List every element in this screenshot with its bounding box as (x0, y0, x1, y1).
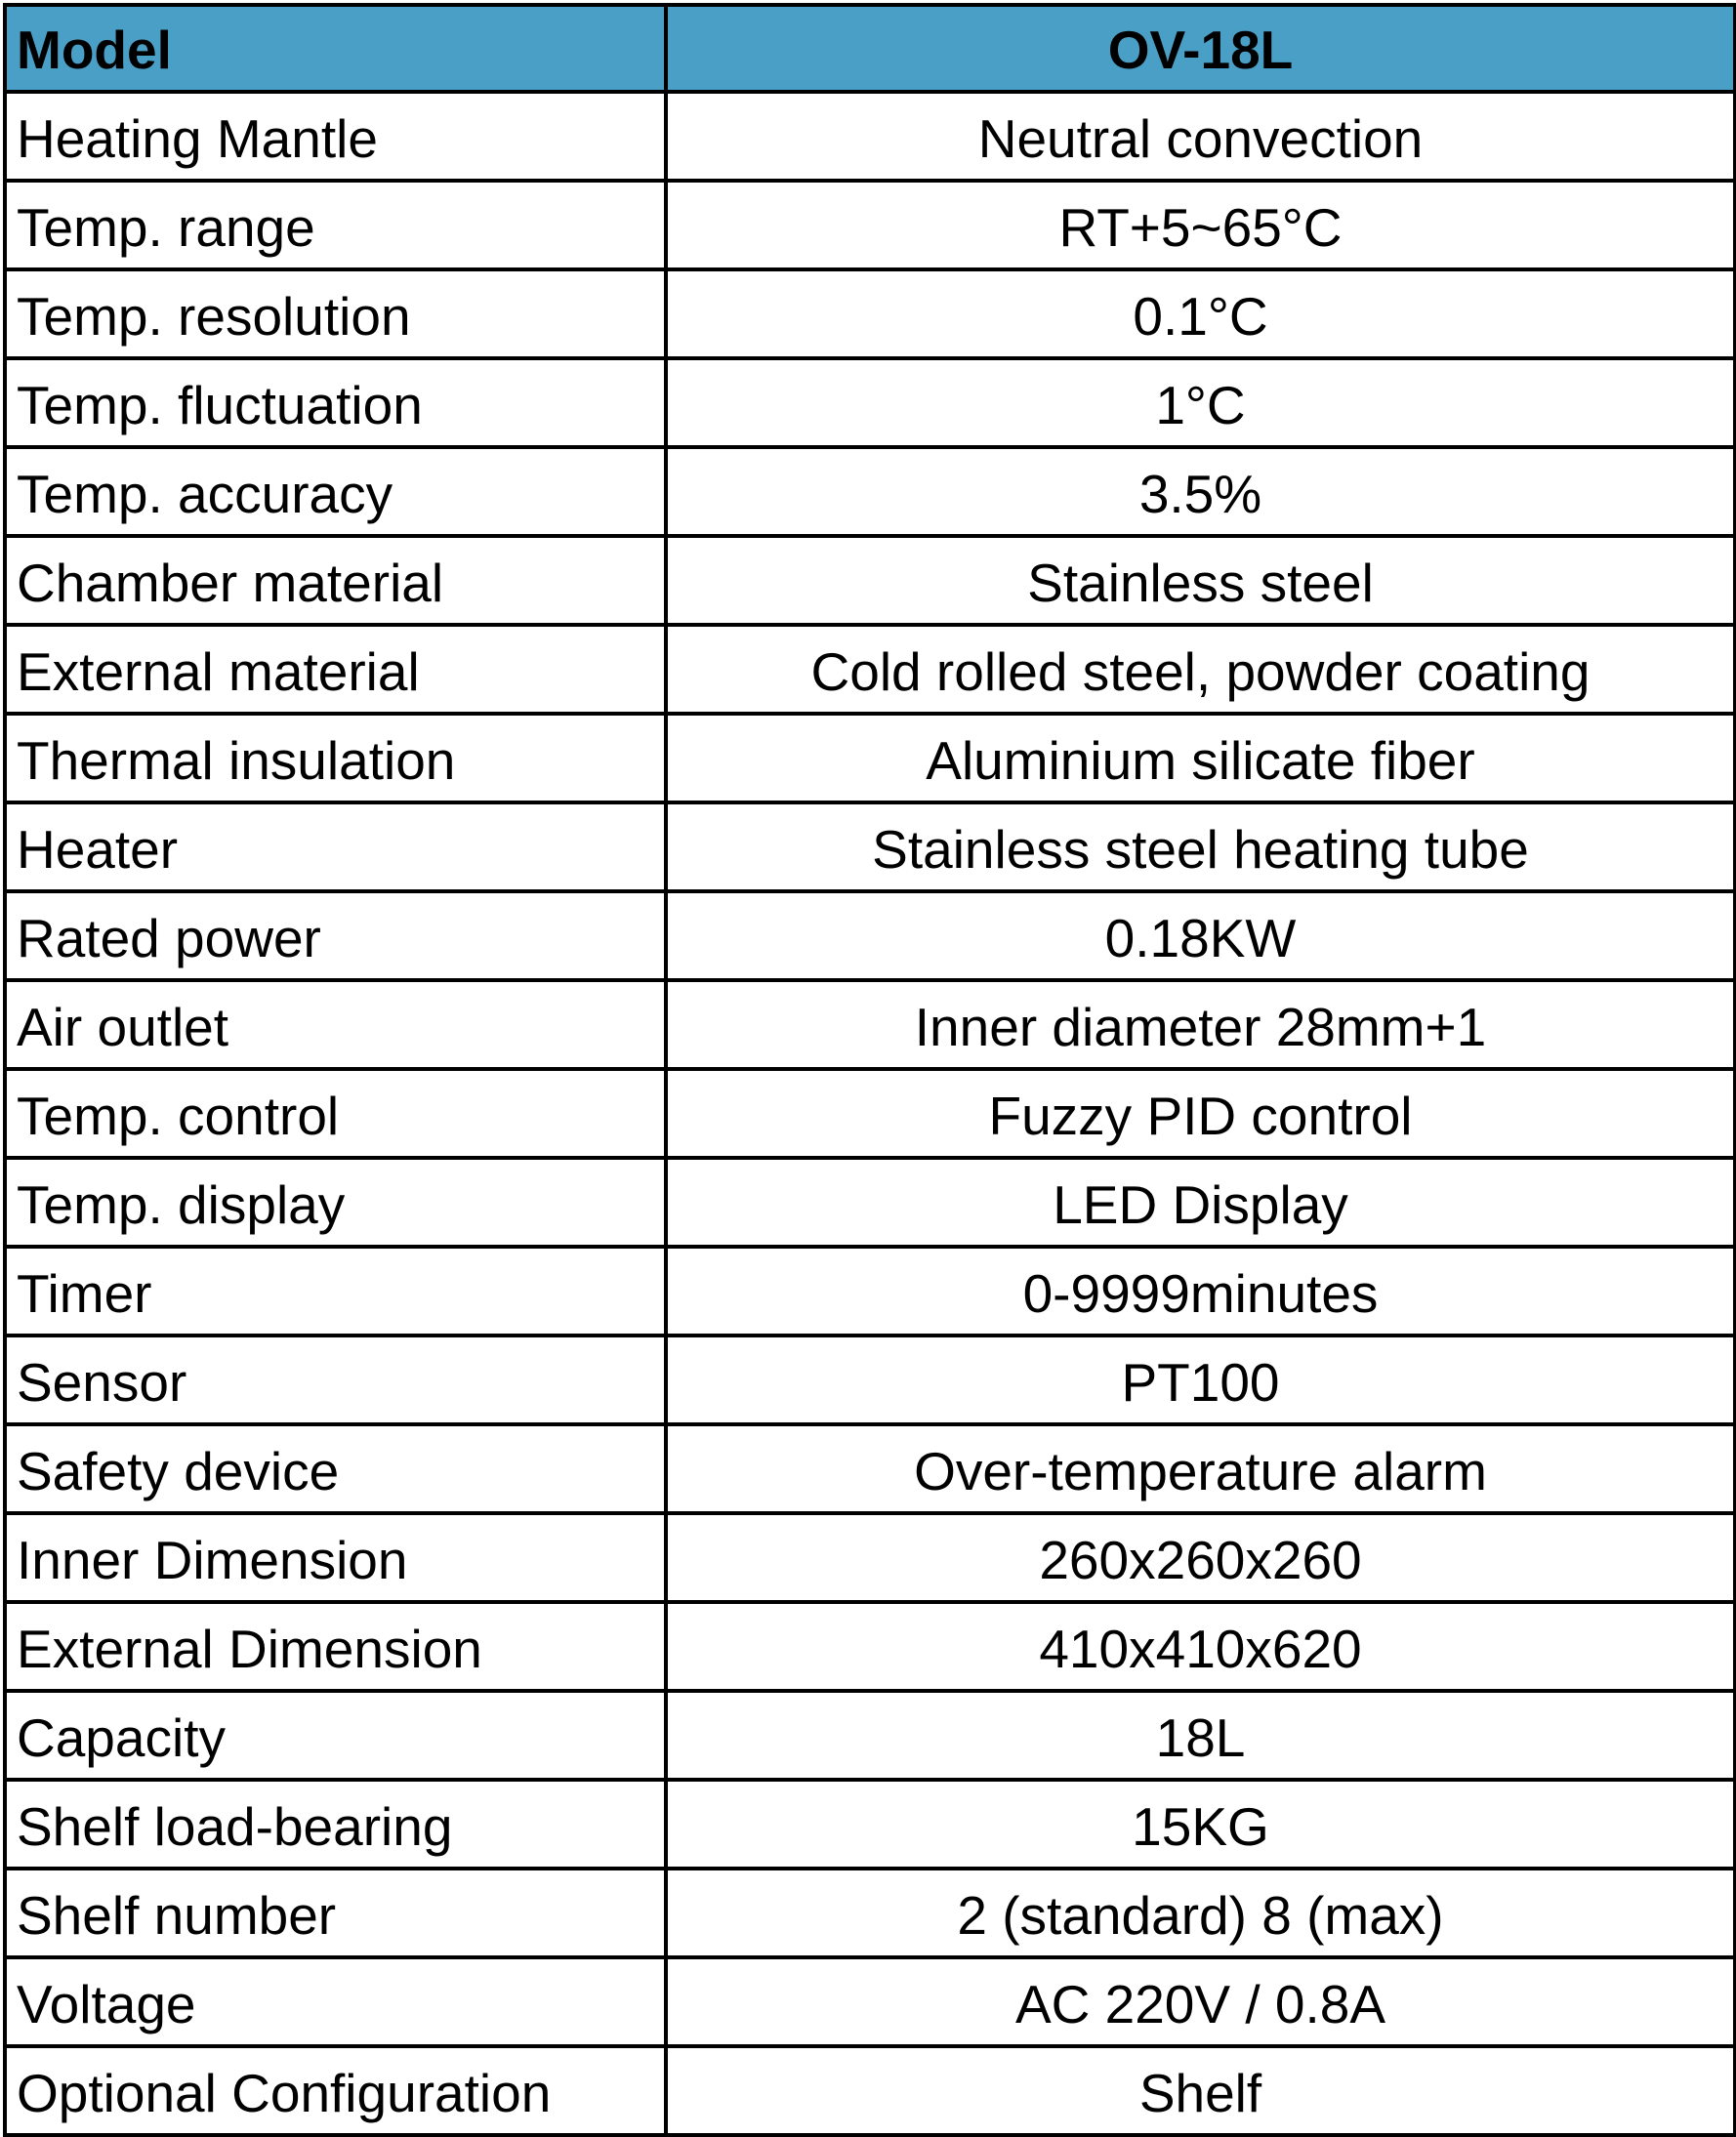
table-row (5, 714, 1735, 802)
spec-label: Shelf load-bearing (5, 1780, 666, 1869)
spec-value: LED Display (666, 1158, 1735, 1247)
table-row (5, 1069, 1735, 1158)
spec-label: Temp. fluctuation (5, 358, 666, 447)
table-row (5, 1957, 1735, 2046)
spec-value: 1°C (666, 358, 1735, 447)
spec-value: Over-temperature alarm (666, 1424, 1735, 1513)
spec-label: Temp. display (5, 1158, 666, 1247)
spec-label: Chamber material (5, 536, 666, 625)
header-label-cell: Model (5, 5, 666, 92)
spec-label: Safety device (5, 1424, 666, 1513)
spec-value: Fuzzy PID control (666, 1069, 1735, 1158)
spec-label: Heating Mantle (5, 92, 666, 181)
table-row (5, 536, 1735, 625)
spec-value: AC 220V / 0.8A (666, 1957, 1735, 2046)
spec-value: 18L (666, 1691, 1735, 1780)
spec-value: Neutral convection (666, 92, 1735, 181)
table-row (5, 1424, 1735, 1513)
spec-value: 260x260x260 (666, 1513, 1735, 1602)
spec-label: Timer (5, 1247, 666, 1336)
table-row (5, 1602, 1735, 1691)
spec-label: Sensor (5, 1336, 666, 1424)
table-row (5, 1336, 1735, 1424)
table-row (5, 1513, 1735, 1602)
table-row (5, 1247, 1735, 1336)
spec-label: Thermal insulation (5, 714, 666, 802)
spec-value: 3.5% (666, 447, 1735, 536)
spec-table-body (5, 92, 1735, 2135)
spec-table-header (5, 5, 1735, 92)
table-row (5, 1869, 1735, 1957)
table-row (5, 625, 1735, 714)
spec-value: 2 (standard) 8 (max) (666, 1869, 1735, 1957)
spec-value: Stainless steel (666, 536, 1735, 625)
spec-label: Heater (5, 802, 666, 891)
spec-label: Air outlet (5, 980, 666, 1069)
spec-value: Aluminium silicate fiber (666, 714, 1735, 802)
table-row (5, 1158, 1735, 1247)
spec-value: Stainless steel heating tube (666, 802, 1735, 891)
spec-value: PT100 (666, 1336, 1735, 1424)
spec-value: Shelf (666, 2046, 1735, 2135)
table-row (5, 447, 1735, 536)
spec-label: Shelf number (5, 1869, 666, 1957)
spec-label: External material (5, 625, 666, 714)
spec-label: Inner Dimension (5, 1513, 666, 1602)
spec-label: Temp. accuracy (5, 447, 666, 536)
table-row (5, 92, 1735, 181)
spec-label: Voltage (5, 1957, 666, 2046)
spec-table (3, 3, 1736, 2137)
spec-label: Temp. range (5, 181, 666, 269)
table-row (5, 181, 1735, 269)
table-row (5, 980, 1735, 1069)
table-row (5, 1691, 1735, 1780)
spec-value: 15KG (666, 1780, 1735, 1869)
spec-label: Temp. control (5, 1069, 666, 1158)
spec-value: 0.1°C (666, 269, 1735, 358)
spec-label: Rated power (5, 891, 666, 980)
spec-value: Inner diameter 28mm+1 (666, 980, 1735, 1069)
spec-value: RT+5~65°C (666, 181, 1735, 269)
table-row (5, 358, 1735, 447)
header-row (5, 5, 1735, 92)
spec-label: External Dimension (5, 1602, 666, 1691)
table-row (5, 1780, 1735, 1869)
table-row (5, 891, 1735, 980)
table-row (5, 269, 1735, 358)
spec-label: Capacity (5, 1691, 666, 1780)
spec-label: Temp. resolution (5, 269, 666, 358)
table-row (5, 802, 1735, 891)
header-model-cell: OV-18L (666, 5, 1735, 92)
spec-label: Optional Configuration (5, 2046, 666, 2135)
spec-value: 0-9999minutes (666, 1247, 1735, 1336)
spec-value: Cold rolled steel, powder coating (666, 625, 1735, 714)
spec-value: 410x410x620 (666, 1602, 1735, 1691)
spec-value: 0.18KW (666, 891, 1735, 980)
